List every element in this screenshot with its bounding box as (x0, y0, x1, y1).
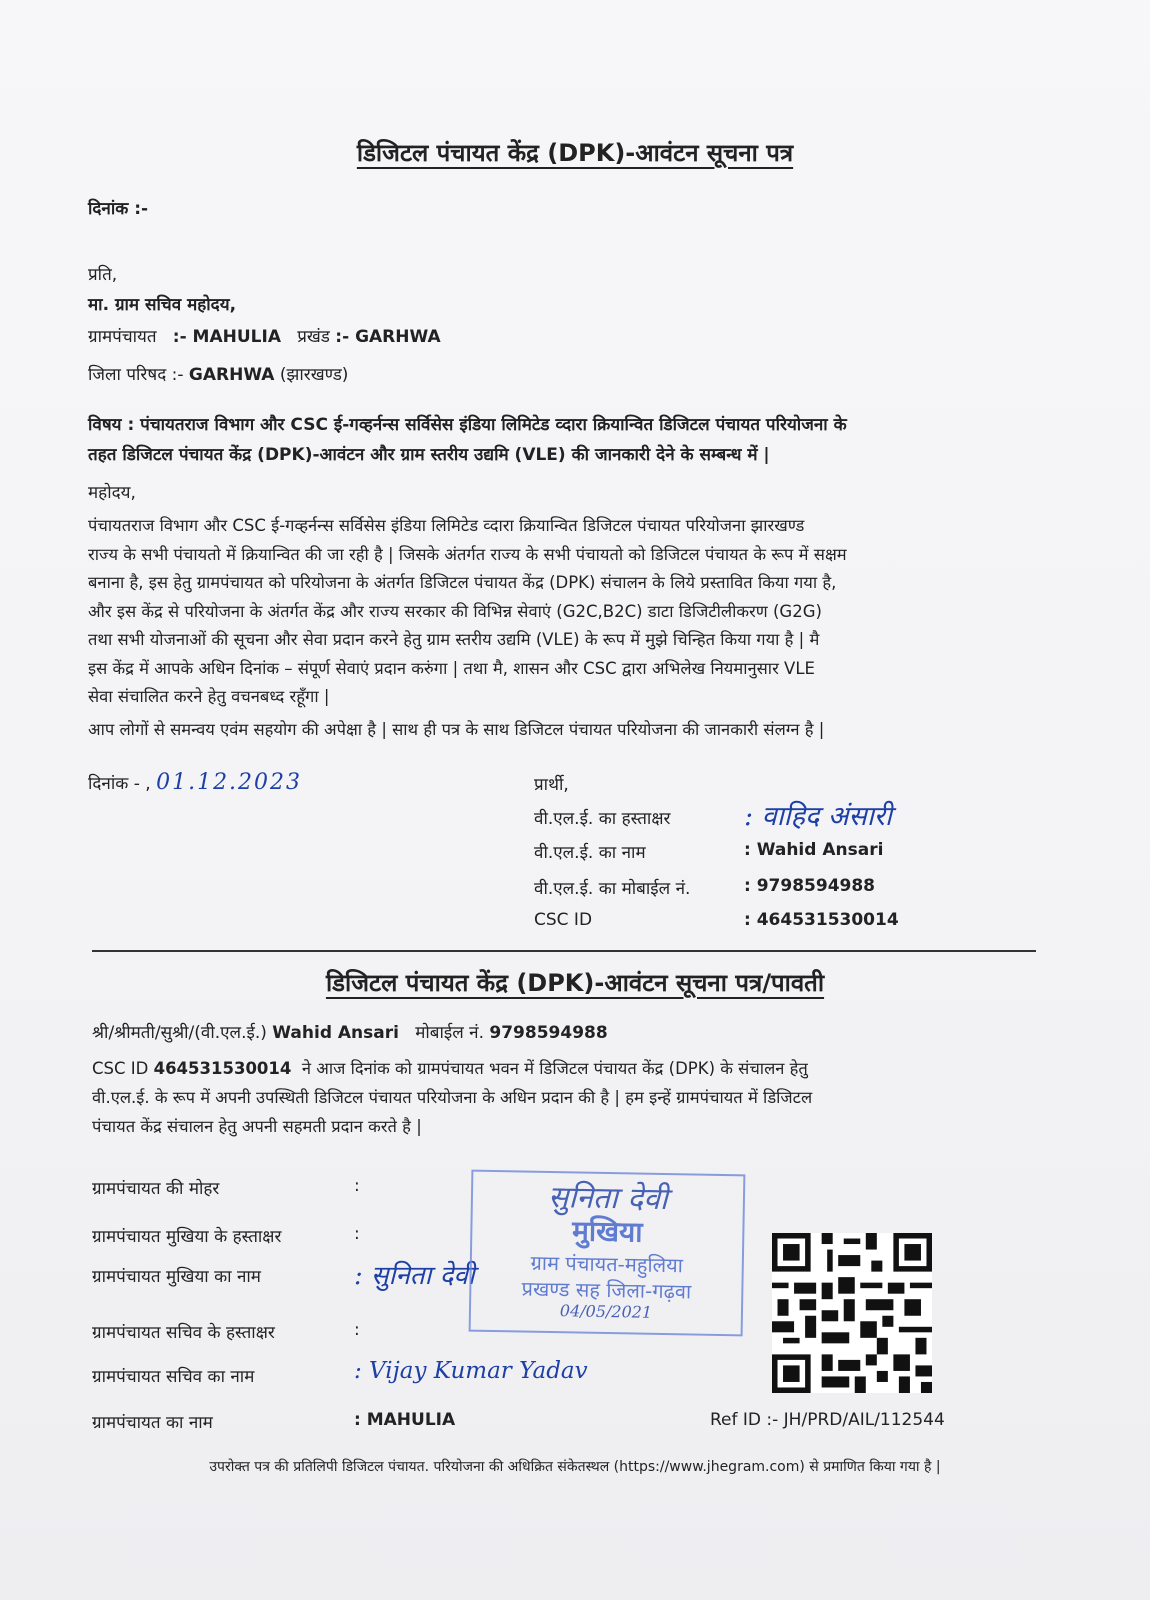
secretary-name-label: ग्रामपंचायत सचिव का नाम (92, 1367, 255, 1387)
receipt-line1: श्री/श्रीमती/सुश्री/(वी.एल.ई.) Wahid Ansari मोबाईल नं. 9798594988 (92, 1023, 608, 1043)
mukhiya-sign-label: ग्रामपंचायत मुखिया के हस्ताक्षर (92, 1227, 282, 1247)
mukhiya-name-label: ग्रामपंचायत मुखिया का नाम (92, 1267, 261, 1287)
mukhiya-sign-colon: : (354, 1224, 360, 1244)
subject: विषय : पंचायतराज विभाग और CSC ई-गव्हर्नन्स सर्विसेस इंडिया लिमिटेड व्दारा क्रियान्वित डिजिटल पंचायत परियोजना के तहत डिजिटल पंचायत केंद्र (DPK)-आवंटन और ग्राम स्तरीय उद्यमि (VLE) की जानकारी देने के सम्बन्ध में | (88, 415, 847, 465)
panchayat-name-value: : MAHULIA (354, 1410, 456, 1430)
ref-id: Ref ID :- JH/PRD/AIL/112544 (710, 1410, 945, 1430)
date-label: दिनांक :- (88, 199, 149, 219)
to-label: प्रति, (88, 265, 118, 285)
cooperation-line: आप लोगों से समन्वय एवंम सहयोग की अपेक्षा है | साथ ही पत्र के साथ डिजिटल पंचायत परियोजना की जानकारी संलग्न है | (88, 720, 825, 739)
salutation: महोदय, (88, 483, 136, 503)
csc-id-label: CSC ID (534, 910, 593, 930)
vle-mobile-label: वी.एल.ई. का मोबाईल नं. (534, 879, 691, 899)
receipt-title: डिजिटल पंचायत केंद्र (DPK)-आवंटन सूचना पत्र/पावती (325, 969, 825, 997)
letter-title: डिजिटल पंचायत केंद्र (DPK)-आवंटन सूचना पत्र (356, 139, 794, 167)
footer-note: उपरोक्त पत्र की प्रतिलिपी डिजिटल पंचायत. परियोजना की अधिक्रित संकेतस्थल (https://www.jhegram.com) से प्रमाणित किया गया है | (209, 1459, 941, 1475)
divider (92, 950, 1036, 952)
secretary-sign-colon: : (354, 1320, 360, 1340)
panchayat-stamp: सुनिता देवी मुखिया ग्राम पंचायत-महुलिया प्रखण्ड सह जिला-गढ़वा 04/05/2021 (469, 1170, 746, 1337)
applicant-label: प्रार्थी, (534, 775, 569, 795)
vle-mobile-value: : 9798594988 (744, 876, 876, 896)
vle-signature: : वाहिद अंसारी (744, 801, 892, 832)
date2-handwritten: 01.12.2023 (156, 770, 303, 795)
panchayat-line: ग्रामपंचायत :- MAHULIA प्रखंड :- GARHWA (88, 327, 441, 347)
mukhiya-name-handwritten: : सुनिता देवी (354, 1261, 475, 1291)
secretary-name-handwritten: : Vijay Kumar Yadav (354, 1358, 588, 1384)
secretary-sign-label: ग्रामपंचायत सचिव के हस्ताक्षर (92, 1323, 275, 1343)
qr-code (772, 1233, 932, 1393)
seal-colon: : (354, 1176, 360, 1196)
receipt-paragraph: CSC ID 464531530014 ने आज दिनांक को ग्रामपंचायत भवन में डिजिटल पंचायत केंद्र (DPK) के संचालन हेतु वी.एल.ई. के रूप में अपनी उपस्थिती डिजिटल पंचायत परियोजना के अधिन प्रदान की है | हम इन्हें ग्रामपंचायत में डिजिटल पंचायत केंद्र संचालन हेतु अपनी सहमती प्रदान करते है | (92, 1059, 813, 1136)
addressee: मा. ग्राम सचिव महोदय, (88, 295, 237, 315)
vle-sign-label: वी.एल.ई. का हस्ताक्षर (534, 809, 671, 829)
panchayat-name-label: ग्रामपंचायत का नाम (92, 1413, 213, 1433)
date2-line: दिनांक - , 01.12.2023 (88, 770, 303, 795)
district-line: जिला परिषद :- GARHWA (झारखण्ड) (88, 365, 349, 385)
csc-id-value: : 464531530014 (744, 910, 899, 930)
vle-name-value: : Wahid Ansari (744, 840, 884, 860)
body-paragraph: पंचायतराज विभाग और CSC ई-गव्हर्नन्स सर्विसेस इंडिया लिमिटेड व्दारा क्रियान्वित डिजिटल पंचायत परियोजना झारखण्ड राज्य के सभी पंचायतो में क्रियान्वित की जा रही है | जिसके अंतर्गत राज्य के सभी पंचायतो को डिजिटल पंचायत के रूप में सक्षम बनाना है, इस हेतु ग्रामपंचायत को परियोजना के अंतर्गत डिजिटल पंचायत केंद्र (DPK) संचालन के लिये प्रस्तावित किया गया है, और इस केंद्र से परियोजना के अंतर्गत केंद्र और राज्य सरकार की विभिन्न सेवाएं (G2C,B2C) डाटा डिजिटीलीकरण (G2G) तथा सभी योजनाओं की सूचना और सेवा प्रदान करने हेतु ग्राम स्तरीय उद्यमि (VLE) के रूप में मुझे चिन्हित किया गया है | मै इस केंद्र में आपके अधिन दिनांक – संपूर्ण सेवाएं प्रदान करुंगा | तथा मै, शासन और CSC द्वारा अभिलेख नियमानुसार VLE सेवा संचालित करने हेतु वचनबध्द रहूँगा | (88, 516, 847, 706)
seal-label: ग्रामपंचायत की मोहर (92, 1179, 220, 1199)
vle-name-label: वी.एल.ई. का नाम (534, 843, 646, 863)
